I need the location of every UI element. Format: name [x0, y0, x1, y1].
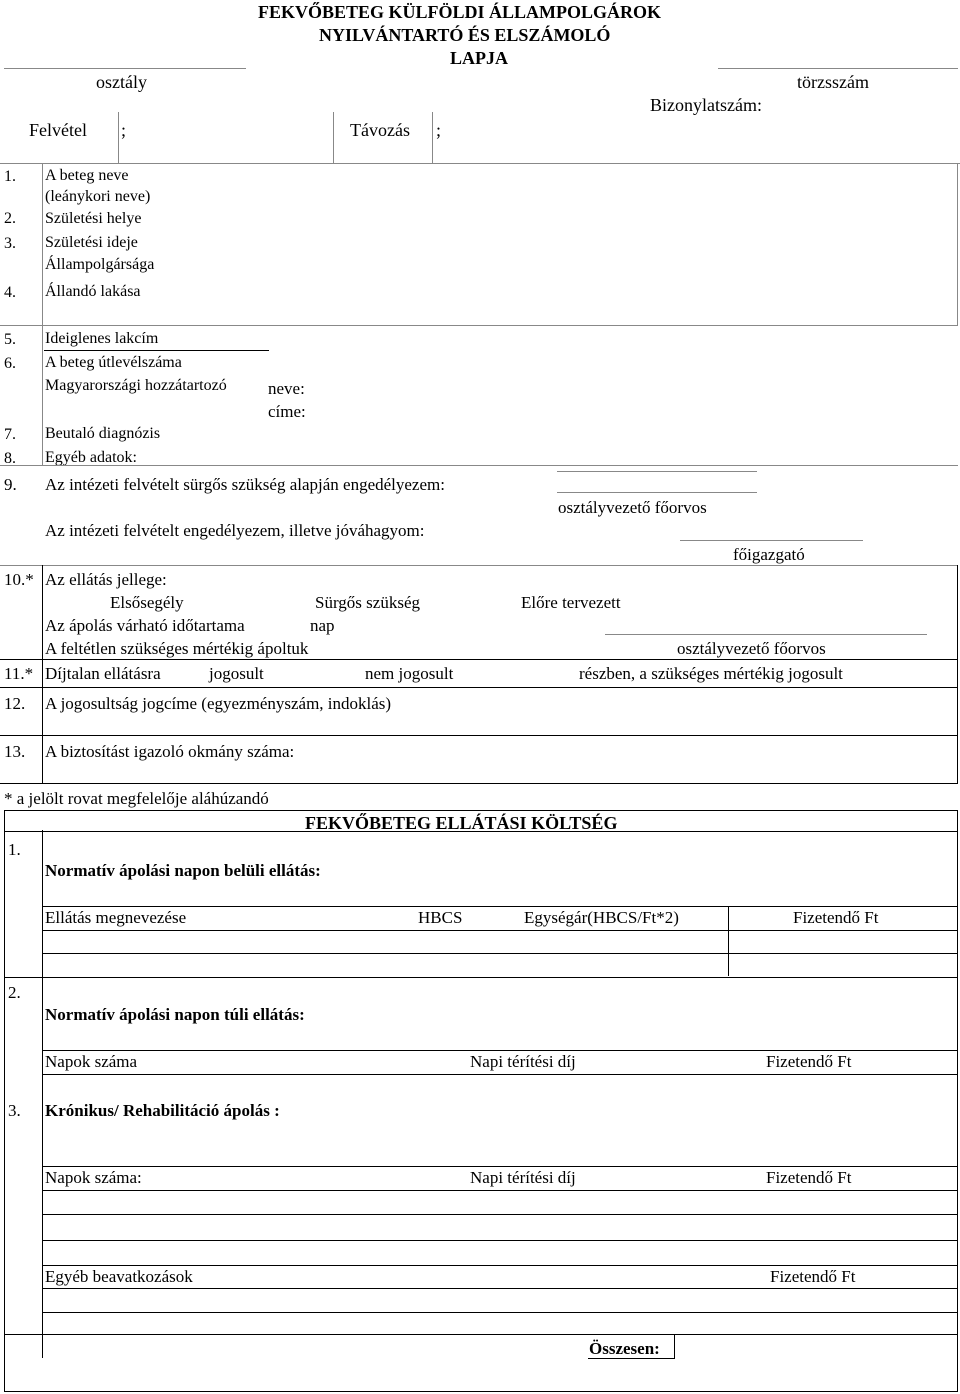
daily-fee-header: Napi térítési díj: [470, 1168, 576, 1187]
relative-label: Magyarországi hozzátartozó: [45, 377, 227, 394]
cost-number-column-line: [42, 830, 43, 1358]
section-12-bottom-line: [0, 735, 958, 736]
osztaly-fill-line[interactable]: [4, 68, 246, 69]
cost-table-1-row: [42, 953, 958, 954]
other-procedures-header: Egyéb beavatkozások: [45, 1267, 193, 1286]
felvetel-label: Felvétel: [29, 120, 87, 140]
other-data-label: Egyéb adatok:: [45, 449, 137, 466]
form-title-line2: NYILVÁNTARTÓ ÉS ELSZÁMOLÓ: [319, 25, 611, 45]
cost-section-title: FEKVŐBETEG ELLÁTÁSI KÖLTSÉG: [305, 813, 618, 833]
tavozas-label: Távozás: [350, 120, 410, 140]
torzsszam-fill-line[interactable]: [718, 68, 958, 69]
cost-table-4-row: [4, 1334, 958, 1335]
payable-header: Fizetendő Ft: [766, 1052, 852, 1071]
form-title-line1: FEKVŐBETEG KÜLFÖLDI ÁLLAMPOLGÁROK: [258, 2, 662, 22]
care-number-column-line: [42, 565, 43, 783]
payable-header: Fizetendő Ft: [766, 1168, 852, 1187]
footnote: * a jelölt rovat megfelelője aláhúzandó: [4, 789, 269, 808]
torzsszam-label: törzsszám: [797, 72, 869, 92]
payable-header: Fizetendő Ft: [793, 908, 879, 927]
other-data-line: [0, 465, 958, 466]
cost-table-3-row: [42, 1214, 958, 1215]
cost-table-1-bottom: [4, 977, 958, 978]
patient-name-label: A beteg neve: [45, 167, 129, 184]
section-10-bottom-line: [0, 659, 958, 660]
admission-approval-text: Az intézeti felvételt engedélyezem, illetve jóváhagyom:: [45, 521, 425, 540]
chronic-care-heading: Krónikus/ Rehabilitáció ápolás :: [45, 1101, 280, 1120]
normative-care-heading: Normatív ápolási napon belüli ellátás:: [45, 861, 321, 880]
birthplace-label: Születési helye: [45, 210, 142, 227]
cost-table-3-row: [42, 1190, 958, 1191]
total-label: Összesen:: [589, 1339, 660, 1358]
director-caption: főigazgató: [733, 545, 805, 564]
department-head-caption: osztályvezető főorvos: [558, 498, 707, 517]
director-signature-line[interactable]: [680, 540, 863, 541]
care-right-border: [957, 565, 958, 783]
department-head-caption-2: osztályvezető főorvos: [677, 639, 826, 658]
citizenship-label: Állampolgársága: [45, 256, 155, 273]
patient-block-line: [0, 325, 958, 326]
section-11-bottom-line: [0, 687, 958, 688]
hbcs-header: HBCS: [418, 908, 463, 927]
item-number: 1.: [8, 840, 21, 859]
urgent-admission-text: Az intézeti felvételt sürgős szükség alapján engedélyezem:: [45, 475, 445, 494]
total-value-cell-left[interactable]: [674, 1334, 675, 1359]
cost-table-4-row: [42, 1312, 958, 1313]
urgent-signature-line-2[interactable]: [557, 492, 757, 493]
temporary-address-label: Ideiglenes lakcím: [45, 330, 159, 347]
payable-header: Fizetendő Ft: [770, 1267, 856, 1286]
extended-care-heading: Normatív ápolási napon túli ellátás:: [45, 1005, 305, 1024]
emergency-option[interactable]: Sürgős szükség: [315, 593, 420, 612]
admission-divider-2: [333, 112, 334, 163]
item-number: 13.: [4, 742, 26, 761]
free-care-label: Díjtalan ellátásra: [45, 664, 161, 683]
cost-table-3-top: [42, 1166, 958, 1167]
cost-table-2-top: [42, 1050, 958, 1051]
eligible-option[interactable]: jogosult: [209, 664, 264, 683]
cost-right-border: [957, 810, 958, 1392]
passport-number-label: A beteg útlevélszáma: [45, 354, 182, 371]
urgent-signature-line[interactable]: [557, 471, 757, 472]
necessary-care-text: A feltétlen szükséges mértékig ápoltuk: [45, 639, 309, 658]
days-count-header: Napok száma: [45, 1052, 138, 1071]
item-number: 8.: [4, 450, 16, 467]
partially-eligible-option[interactable]: részben, a szükséges mértékig jogosult: [579, 664, 843, 683]
cost-table-1-top: [42, 906, 958, 907]
item-number: 1.: [4, 168, 16, 185]
cost-table-2-row: [42, 1074, 958, 1075]
item-number: 3.: [4, 235, 16, 252]
temporary-address-fill-line[interactable]: [44, 350, 269, 351]
planned-option[interactable]: Előre tervezett: [521, 593, 621, 612]
section-9-bottom-line: [0, 565, 958, 566]
referral-diagnosis-label: Beutaló diagnózis: [45, 425, 161, 442]
item-number: 3.: [8, 1101, 21, 1120]
permanent-address-label: Állandó lakása: [45, 283, 141, 300]
section-13-bottom-line: [0, 783, 958, 784]
daily-fee-header: Napi térítési díj: [470, 1052, 576, 1071]
osztaly-label: osztály: [96, 72, 147, 92]
tavozas-date-field[interactable]: ;: [436, 120, 442, 140]
patient-right-border: [957, 163, 958, 325]
admission-divider-3: [432, 112, 433, 163]
patient-number-column-line: [42, 163, 43, 465]
relative-name-label: neve:: [268, 379, 305, 398]
total-underline: [588, 1358, 674, 1359]
form-title-line3: LAPJA: [450, 48, 508, 68]
cost-top-line: [4, 810, 958, 811]
item-number: 11.*: [4, 664, 34, 683]
relative-address-label: címe:: [268, 402, 306, 421]
service-name-header: Ellátás megnevezése: [45, 908, 187, 927]
first-aid-option[interactable]: Elsősegély: [110, 593, 184, 612]
expected-duration-label: Az ápolás várható időtartama: [45, 616, 245, 635]
item-number: 10.*: [4, 570, 34, 589]
item-number: 6.: [4, 355, 16, 372]
care-type-label: Az ellátás jellege:: [45, 570, 167, 589]
not-eligible-option[interactable]: nem jogosult: [365, 664, 454, 683]
cost-table-1-left: [728, 906, 729, 976]
cost-bottom-line: [4, 1391, 958, 1392]
item-number: 9.: [4, 475, 17, 494]
item-number: 4.: [4, 284, 16, 301]
department-head-signature-line[interactable]: [605, 634, 927, 635]
item-number: 12.: [4, 694, 26, 713]
cost-table-4-top: [42, 1265, 958, 1266]
cost-table-1-row: [42, 930, 958, 931]
maiden-name-label: (leánykori neve): [45, 188, 151, 205]
item-number: 5.: [4, 331, 16, 348]
insurance-document-label: A biztosítást igazoló okmány száma:: [45, 742, 295, 761]
cost-table-3-row: [42, 1240, 958, 1241]
entitlement-title-label: A jogosultság jogcíme (egyezményszám, indoklás): [45, 694, 392, 713]
bizonylatszam-label: Bizonylatszám:: [650, 95, 762, 115]
item-number: 2.: [4, 210, 16, 227]
birthdate-label: Születési ideje: [45, 234, 138, 251]
item-number: 7.: [4, 426, 16, 443]
cost-left-border: [4, 810, 5, 1392]
felvetel-date-field[interactable]: ;: [121, 120, 127, 140]
header-bottom-line: [0, 163, 960, 164]
admission-divider-1: [118, 112, 119, 163]
unit-price-header: Egységár(HBCS/Ft*2): [524, 908, 679, 927]
days-unit-label: nap: [310, 616, 335, 635]
cost-table-4-row: [42, 1288, 958, 1289]
item-number: 2.: [8, 983, 21, 1002]
days-count-header: Napok száma:: [45, 1168, 142, 1187]
